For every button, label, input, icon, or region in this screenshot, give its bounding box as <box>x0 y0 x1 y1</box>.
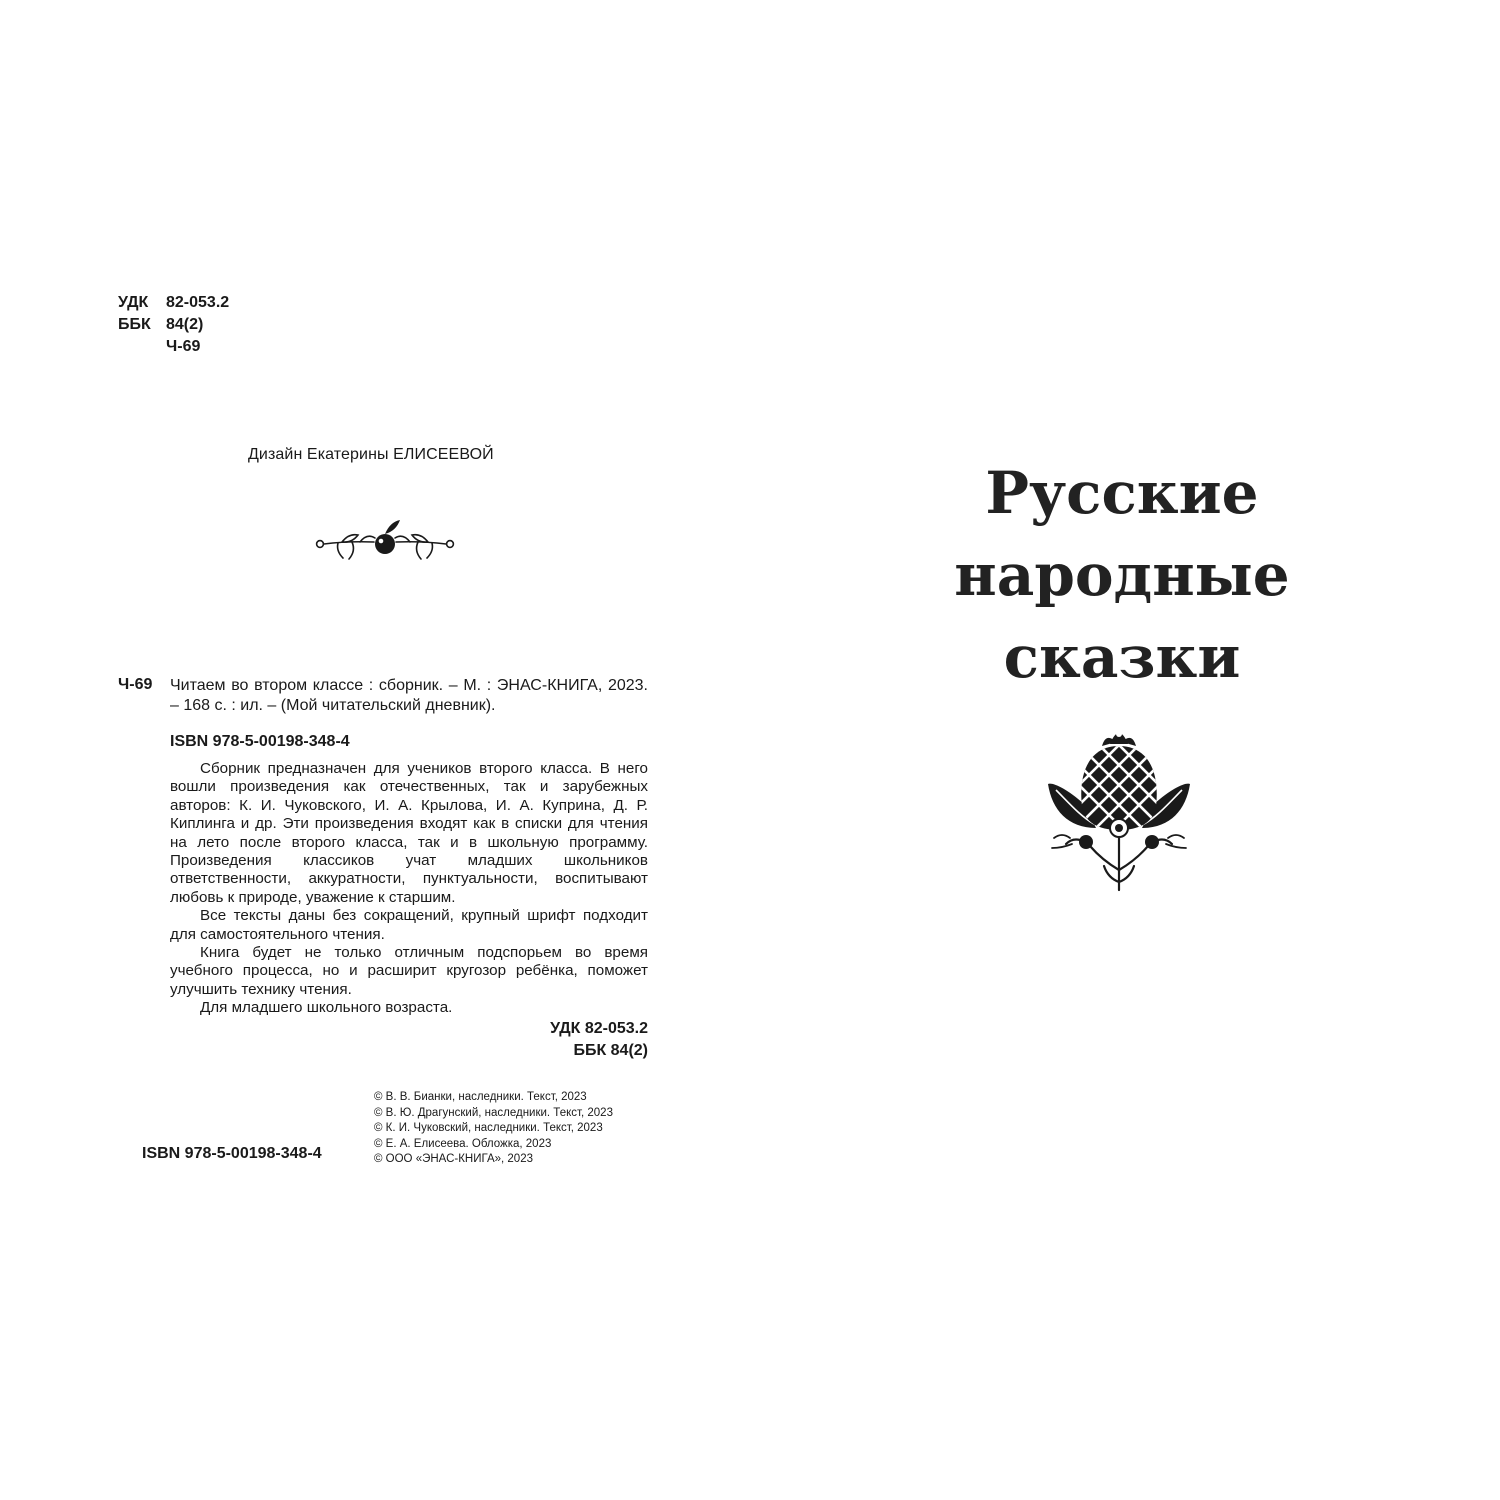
code-udk-bottom: УДК 82-053.2 <box>550 1020 648 1037</box>
code-value: 84(2) <box>166 316 204 333</box>
annotation-paragraph: Сборник предназначен для учеников второго класса. В него вошли произведения как отечественных, так и зарубежных авторов: К. И. Чуковского, И. А. Крылова, И. А. Куприна, Д. Р. Киплинга и др. Эти произведения входят как в списки для чтения на лето после второго класса, так и в школьную программу. Произведения классиков учат младших школьников ответственности, аккуратности, пунктуальности, воспитывают любовь к природе, уважение к старшим. <box>170 760 648 906</box>
book-title <box>900 452 1344 698</box>
annotation-paragraph: Все тексты даны без сокращений, крупный шрифт подходит для самостоятельного чтения. <box>170 907 648 943</box>
cip-code: Ч-69 <box>118 676 153 693</box>
code-bbk-bottom: ББК 84(2) <box>573 1042 648 1059</box>
code-label: УДК <box>118 294 149 311</box>
code-label <box>118 336 166 358</box>
title-line: Русские <box>985 459 1259 527</box>
copyright-line: © К. И. Чуковский, наследники. Текст, 2023 <box>374 1122 603 1134</box>
copyright-line: © В. Ю. Драгунский, наследники. Текст, 2023 <box>374 1106 613 1119</box>
code-row-bbk <box>118 314 229 336</box>
title-line: народные <box>954 541 1290 609</box>
copyright-notices <box>374 1090 613 1168</box>
berry-sprig-ornament-icon <box>312 514 458 564</box>
code-row-author-mark <box>118 336 229 358</box>
copyright-line: © ООО «ЭНАС-КНИГА», 2023 <box>374 1153 533 1165</box>
annotation-paragraph: Книга будет не только отличным подспорьем во время учебного процесса, но и расширит кругозор ребёнка, поможет улучшить технику чтения. <box>170 944 648 998</box>
bibliographic-entry: Читаем во втором классе : сборник. – М. : ЭНАС-КНИГА, 2023. – 168 с. : ил. – (Мой читательский дневник). <box>170 677 648 714</box>
code-row-udk <box>118 292 229 314</box>
copyright-line: © В. В. Бианки, наследники. Текст, 2023 <box>374 1091 587 1103</box>
folk-flower-ornament-icon <box>1044 720 1194 896</box>
isbn: ISBN 978-5-00198-348-4 <box>170 733 350 750</box>
code-value: 82-053.2 <box>166 294 230 311</box>
design-credit: Дизайн Екатерины ЕЛИСЕЕВОЙ <box>248 446 494 463</box>
isbn-bottom: ISBN 978-5-00198-348-4 <box>142 1145 322 1162</box>
title-line: сказки <box>1003 623 1241 691</box>
annotation <box>170 760 648 1018</box>
annotation-paragraph: Для младшего школьного возраста. <box>200 999 453 1017</box>
classification-codes-bottom <box>448 1018 648 1062</box>
classification-codes <box>118 292 229 358</box>
code-label: ББК <box>118 316 151 333</box>
copyright-line: © Е. А. Елисеева. Обложка, 2023 <box>374 1137 552 1150</box>
code-value: Ч-69 <box>166 338 201 355</box>
